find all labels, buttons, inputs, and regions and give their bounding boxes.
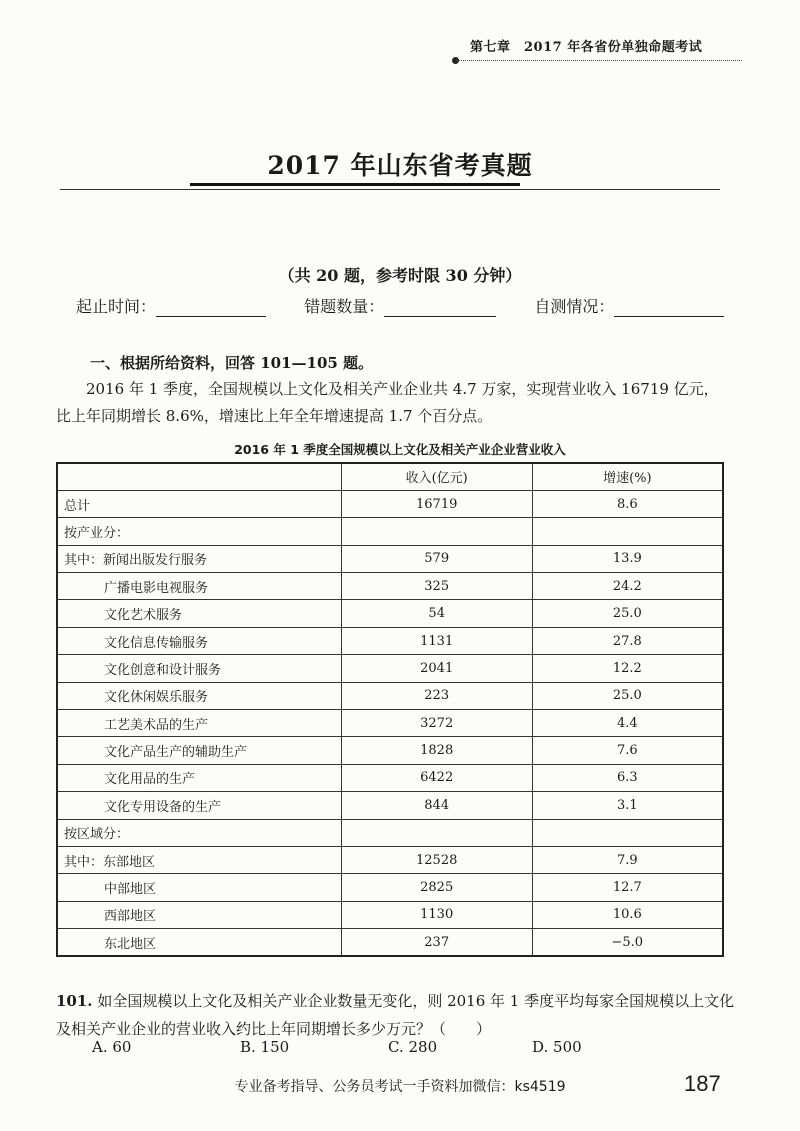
row-growth: 10.6 bbox=[532, 901, 723, 928]
table-row bbox=[57, 929, 723, 956]
table-row bbox=[57, 682, 723, 709]
title-rule-bold bbox=[190, 183, 520, 186]
section-heading: 一、根据所给资料，回答 101—105 题。 bbox=[90, 354, 374, 372]
row-growth: 8.6 bbox=[532, 490, 723, 517]
row-growth: −5.0 bbox=[532, 929, 723, 956]
page-number: 187 bbox=[684, 1071, 721, 1096]
table-row bbox=[57, 710, 723, 737]
self-test-blank bbox=[614, 298, 724, 317]
title-rule-thin bbox=[60, 189, 720, 190]
header-cell-category bbox=[57, 463, 341, 490]
table-row bbox=[57, 901, 723, 928]
header-cell-growth: 增速(%) bbox=[532, 463, 723, 490]
row-label: 按区域分： bbox=[57, 819, 341, 846]
row-growth: 25.0 bbox=[532, 682, 723, 709]
row-growth: 7.9 bbox=[532, 846, 723, 873]
page-title: 2017 年山东省考真题 bbox=[267, 151, 533, 180]
option-d[interactable]: D. 500 bbox=[532, 1038, 582, 1056]
row-revenue bbox=[341, 819, 532, 846]
row-growth: 12.7 bbox=[532, 874, 723, 901]
row-revenue bbox=[341, 518, 532, 545]
row-revenue: 1131 bbox=[341, 627, 532, 654]
row-label: 文化休闲娱乐服务 bbox=[57, 682, 341, 709]
row-revenue: 16719 bbox=[341, 490, 532, 517]
row-label: 文化用品的生产 bbox=[57, 764, 341, 791]
row-revenue: 579 bbox=[341, 545, 532, 572]
table-row bbox=[57, 792, 723, 819]
row-growth bbox=[532, 518, 723, 545]
row-revenue: 325 bbox=[341, 573, 532, 600]
row-revenue: 237 bbox=[341, 929, 532, 956]
wrong-count-label: 错题数量： bbox=[304, 297, 385, 316]
row-label: 文化创意和设计服务 bbox=[57, 655, 341, 682]
row-growth: 12.2 bbox=[532, 655, 723, 682]
row-revenue: 3272 bbox=[341, 710, 532, 737]
start-end-time-blank bbox=[156, 298, 266, 317]
exam-subtitle: （共 20 题，参考时限 30 分钟） bbox=[278, 266, 522, 285]
option-a[interactable]: A. 60 bbox=[92, 1038, 132, 1056]
table-row bbox=[57, 545, 723, 572]
row-label: 其中：新闻出版发行服务 bbox=[57, 545, 341, 572]
row-revenue: 6422 bbox=[341, 764, 532, 791]
table-row bbox=[57, 737, 723, 764]
option-b[interactable]: B. 150 bbox=[240, 1038, 290, 1056]
table-row bbox=[57, 819, 723, 846]
row-label: 文化艺术服务 bbox=[57, 600, 341, 627]
row-growth: 3.1 bbox=[532, 792, 723, 819]
row-growth: 27.8 bbox=[532, 627, 723, 654]
table-row bbox=[57, 573, 723, 600]
row-revenue: 1828 bbox=[341, 737, 532, 764]
row-label: 文化专用设备的生产 bbox=[57, 792, 341, 819]
table-row bbox=[57, 600, 723, 627]
row-revenue: 54 bbox=[341, 600, 532, 627]
table-row bbox=[57, 518, 723, 545]
row-revenue: 1130 bbox=[341, 901, 532, 928]
self-record-row bbox=[76, 294, 716, 317]
row-label: 文化信息传输服务 bbox=[57, 627, 341, 654]
row-revenue: 2041 bbox=[341, 655, 532, 682]
material-paragraph: 2016 年 1 季度，全国规模以上文化及相关产业企业共 4.7 万家，实现营业收入 16719 亿元，比上年同期增长 8.6%，增速比上年全年增速提高 1.7 个百分点。 bbox=[56, 380, 719, 425]
row-growth: 24.2 bbox=[532, 573, 723, 600]
question-text: 如全国规模以上文化及相关产业企业数量无变化，则 2016 年 1 季度平均每家全国规模以上文化及相关产业企业的营业收入约比上年同期增长多少万元？（ ） bbox=[56, 992, 735, 1038]
table-row bbox=[57, 627, 723, 654]
table-row bbox=[57, 490, 723, 517]
row-label: 其中：东部地区 bbox=[57, 846, 341, 873]
table-row bbox=[57, 874, 723, 901]
row-label: 工艺美术品的生产 bbox=[57, 710, 341, 737]
row-growth: 4.4 bbox=[532, 710, 723, 737]
self-test-label: 自测情况： bbox=[534, 297, 615, 316]
row-label: 总计 bbox=[57, 490, 341, 517]
row-growth: 7.6 bbox=[532, 737, 723, 764]
table-row bbox=[57, 764, 723, 791]
start-end-time-label: 起止时间： bbox=[76, 297, 157, 316]
row-growth: 25.0 bbox=[532, 600, 723, 627]
row-revenue: 844 bbox=[341, 792, 532, 819]
question-101 bbox=[56, 987, 736, 1043]
running-header: 第七章 2017 年各省份单独命题考试 bbox=[470, 40, 703, 55]
revenue-table bbox=[56, 462, 724, 957]
row-revenue: 223 bbox=[341, 682, 532, 709]
row-label: 文化产品生产的辅助生产 bbox=[57, 737, 341, 764]
wrong-count-blank bbox=[384, 298, 496, 317]
row-growth: 13.9 bbox=[532, 545, 723, 572]
row-label: 广播电影电视服务 bbox=[57, 573, 341, 600]
row-revenue: 12528 bbox=[341, 846, 532, 873]
row-revenue: 2825 bbox=[341, 874, 532, 901]
question-number: 101. bbox=[56, 992, 93, 1010]
option-c[interactable]: C. 280 bbox=[388, 1038, 438, 1056]
footer-note: 专业备考指导、公务员考试一手资料加微信：ks4519 bbox=[234, 1079, 566, 1095]
table-title: 2016 年 1 季度全国规模以上文化及相关产业企业营业收入 bbox=[234, 442, 566, 457]
row-growth bbox=[532, 819, 723, 846]
header-dotted-rule bbox=[456, 60, 742, 61]
row-label: 按产业分： bbox=[57, 518, 341, 545]
table-header-row bbox=[57, 463, 723, 490]
row-label: 东北地区 bbox=[57, 929, 341, 956]
row-label: 中部地区 bbox=[57, 874, 341, 901]
table-row bbox=[57, 655, 723, 682]
row-label: 西部地区 bbox=[57, 901, 341, 928]
row-growth: 6.3 bbox=[532, 764, 723, 791]
header-cell-revenue: 收入(亿元) bbox=[341, 463, 532, 490]
table-row bbox=[57, 846, 723, 873]
